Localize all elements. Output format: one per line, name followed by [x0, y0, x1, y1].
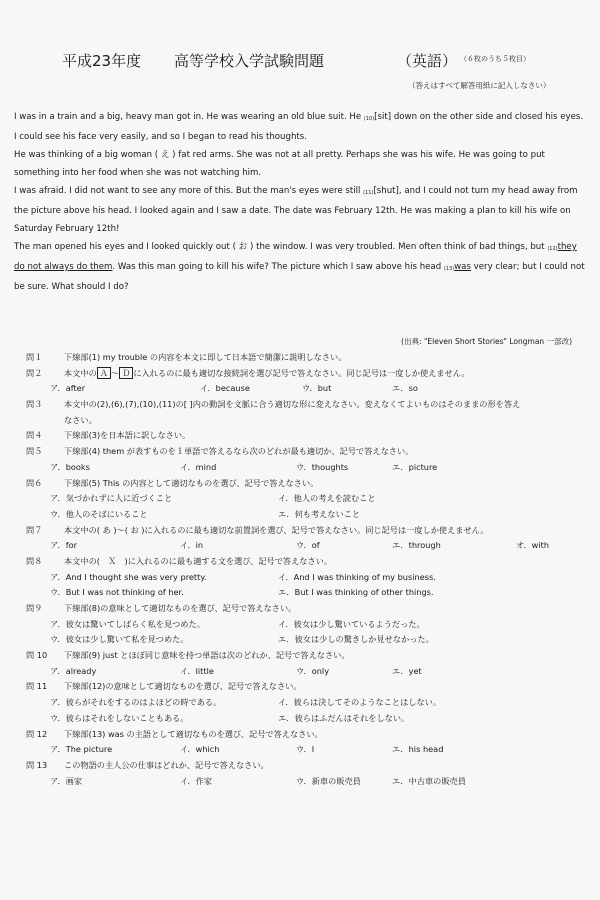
- question-5: 問５ 下線部(4) them が表すものを１単語で答えるなら次のどれが最も適切か、記号で答えなさい。: [26, 446, 414, 457]
- exam-title: 高等学校入学試験問題: [174, 52, 325, 70]
- question-8-options-row1: [26, 570, 586, 586]
- question-9: 問９ 下線部(8)の意味として適切なものを選び、記号で答えなさい。: [26, 603, 297, 613]
- option-b: イ．little: [180, 665, 214, 676]
- option-a: ア．for: [50, 540, 77, 551]
- question-7: 問７ 本文中の( あ )～( お )に入れるのに最も適切な前置詞を選び、記号で答えなさい。同じ記号は一度しか使えません。: [26, 524, 489, 535]
- option-d: エ．彼らはふだんはそれをしない。: [278, 712, 410, 723]
- passage-paragraph-3: I was afraid. I did not want to see any more of this. But the man's eyes were still $_{(11)}$[shut], and I could not turn my head away from the picture above his head. I looked again and I saw a date. The date was February 12th. He was making a plan to kill his wife on Saturday February 12th!: [14, 186, 578, 234]
- question-8-options-row2: [26, 585, 586, 601]
- option-b: イ．mind: [180, 461, 217, 472]
- question-13: 問 13 この物語の主人公の仕事はどれか、記号で答えなさい。: [26, 759, 269, 770]
- option-d: エ．中古車の販売員: [392, 775, 466, 786]
- question-10: 問 10 下線部(9) just とほぼ同じ意味を持つ単語は次のどれか、記号で答えなさい。: [26, 650, 350, 661]
- reading-passage: [14, 108, 586, 296]
- option-d: エ．so: [392, 383, 418, 394]
- question-5-options: [26, 460, 586, 476]
- option-d: エ．何も考えないこと: [278, 508, 361, 519]
- question-7-options: [26, 538, 586, 554]
- question-3: 問３ 本文中の(2),(6),(7),(10),(11)の[ ]内の動詞を文脈に合う適切な形に変えなさい。変えなくてよいものはそのままの形を答え: [26, 399, 521, 410]
- question-1: 問１ 下線部(1) my trouble の内容を本文に即して日本語で簡潔に説明しなさい。: [26, 352, 347, 362]
- option-a: ア．books: [50, 461, 90, 472]
- question-6: 問６ 下線部(5) This の内容として適切なものを選び、記号で答えなさい。: [26, 477, 319, 488]
- question-10-options: [26, 664, 586, 680]
- question-11-options-row2: [26, 711, 586, 727]
- option-a: ア．彼女は驚いてしばらく私を見つめた。: [50, 618, 205, 629]
- passage-paragraph-1: I was in a train and a big, heavy man got in. He was wearing an old blue suit. He $_{(10)}$[sit] down on the other side and closed his eyes. I could see his face very easily, and so I began to read his thoughts.: [14, 112, 584, 142]
- option-d: エ．yet: [392, 665, 422, 676]
- exam-year: 平成23年度: [62, 52, 142, 70]
- option-b: イ．in: [180, 540, 204, 551]
- option-c: ウ．only: [296, 665, 330, 676]
- option-b: イ．which: [180, 744, 220, 755]
- question-9-options-row1: [26, 617, 586, 633]
- sheet-number: （６枚のうち５枚目）: [460, 55, 530, 63]
- option-a: ア．after: [50, 383, 86, 394]
- option-b: イ．And I was thinking of my business.: [278, 571, 436, 582]
- option-c: ウ．I: [296, 744, 315, 755]
- question-3-continued: なさい。: [64, 414, 97, 425]
- option-a: ア．And I thought she was very pretty.: [50, 571, 207, 582]
- option-a: ア．彼らがそれをするのはよほどの時である。: [50, 697, 222, 708]
- question-9-options-row2: [26, 632, 586, 648]
- option-a: ア．画家: [50, 775, 83, 786]
- question-11: 問 11 下線部(12)の意味として適切なものを選び、記号で答えなさい。: [26, 681, 302, 692]
- option-b: イ．他人の考えを読むこと: [278, 493, 376, 504]
- question-11-options-row1: [26, 695, 586, 711]
- question-12: 問 12 下線部(13) was の主語として適切なものを選び、記号で答えなさい。: [26, 728, 323, 739]
- option-a: ア．The picture: [50, 744, 113, 755]
- passage-source: (出典: "Eleven Short Stories" Longman 一部改): [401, 337, 572, 346]
- question-4: 問４ 下線部(3)を日本語に訳しなさい。: [26, 430, 191, 441]
- option-d: エ．But I was thinking of other things.: [278, 587, 434, 598]
- question-8: 問８ 本文中の( Ｘ )に入れるのに最も適する文を選び、記号で答えなさい。: [26, 555, 333, 566]
- question-13-options: [26, 774, 586, 790]
- option-d: エ．picture: [392, 461, 438, 472]
- question-2: 問２ 本文中の Ａ ～ Ｄ に入れるのに最も適切な接続詞を選び記号で答えなさい。同じ記号は一度しか使えません。: [26, 367, 470, 378]
- option-b: イ．because: [200, 383, 250, 394]
- option-b: イ．彼女は少し驚いているようだった。: [278, 618, 425, 629]
- question-6-options-row2: [26, 507, 586, 523]
- option-e: オ．with: [516, 540, 550, 551]
- option-b: イ．作家: [180, 775, 213, 786]
- option-d: エ．彼女は少しの驚きしか見せなかった。: [278, 634, 434, 645]
- option-c: ウ．thoughts: [296, 461, 349, 472]
- passage-paragraph-2: He was thinking of a big woman ( え ) fat red arms. She was not at all pretty. Perhaps she was his wife. He was going to put something into her food when she was not watching him.: [14, 150, 545, 178]
- exam-subject: （英語）: [397, 52, 458, 70]
- option-a: ア．already: [50, 665, 97, 676]
- option-c: ウ．彼らはそれをしないこともある。: [50, 712, 189, 723]
- option-c: ウ．But I was not thinking of her.: [50, 587, 184, 598]
- option-a: ア．気づかれずに人に近づくこと: [50, 493, 173, 504]
- option-d: エ．through: [392, 540, 441, 551]
- option-b: イ．彼らは決してそのようなことはしない。: [278, 697, 442, 708]
- question-12-options: [26, 742, 586, 758]
- option-c: ウ．but: [302, 383, 332, 394]
- blank-box-a: Ａ: [97, 367, 111, 379]
- option-c: ウ．of: [296, 540, 320, 551]
- passage-paragraph-4: The man opened his eyes and I looked quickly out ( お ) the window. I was very troubled. Men often think of bad things, but $_{(12)}$they do not always do them. Was this man going to kill his wife? The picture which I saw above his head $_{(13)}$was very clear; but I could not be sure. What should I do?: [14, 242, 585, 292]
- option-c: ウ．新車の販売員: [296, 775, 361, 786]
- exam-header: [62, 50, 582, 74]
- option-c: ウ．彼女は少し驚いて私を見つめた。: [50, 634, 189, 645]
- blank-box-d: Ｄ: [119, 367, 133, 379]
- question-6-options-row1: [26, 491, 586, 507]
- option-c: ウ．他人のそばにいること: [50, 508, 148, 519]
- question-list: [26, 350, 586, 789]
- answer-notice: （答えはすべて解答用紙に記入しなさい）: [408, 81, 551, 90]
- question-2-options: [26, 381, 586, 397]
- option-d: エ．his head: [392, 744, 444, 755]
